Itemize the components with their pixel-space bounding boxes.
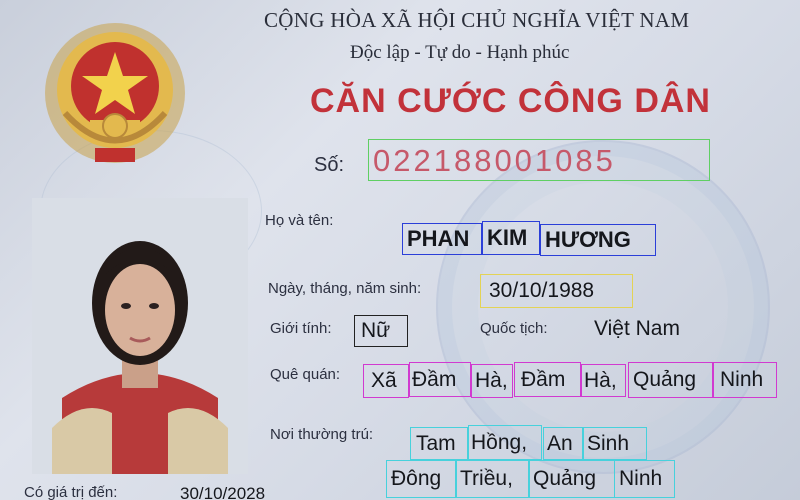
- portrait-photo: [32, 198, 248, 474]
- hometown-word: Ninh: [713, 362, 777, 398]
- residence-label: Nơi thường trú:: [270, 426, 374, 443]
- national-emblem-icon: [40, 18, 190, 168]
- residence-word: Quảng: [529, 460, 615, 498]
- nationality-label: Quốc tịch:: [480, 320, 548, 337]
- hometown-word: Đầm: [514, 362, 581, 397]
- residence-word: Ninh: [614, 460, 675, 498]
- name-word: KIM: [482, 221, 540, 255]
- hometown-word: Hà,: [471, 364, 513, 398]
- card-title: CĂN CƯỚC CÔNG DÂN: [310, 82, 711, 120]
- name-label: Họ và tên:: [265, 212, 334, 229]
- residence-word: Triều,: [456, 460, 529, 498]
- country-name: CỘNG HÒA XÃ HỘI CHỦ NGHĨA VIỆT NAM: [264, 8, 690, 32]
- hometown-label: Quê quán:: [270, 366, 341, 383]
- expiry-label: Có giá trị đến:: [24, 484, 118, 500]
- hometown-word: Hà,: [581, 364, 626, 397]
- sex-label: Giới tính:: [270, 320, 332, 337]
- motto: Độc lập - Tự do - Hạnh phúc: [350, 42, 570, 63]
- residence-word: Sinh: [583, 427, 647, 460]
- name-word: PHAN: [402, 223, 482, 255]
- date-of-birth: 30/10/1988: [480, 274, 633, 308]
- expiry-date: 30/10/2028: [180, 484, 266, 500]
- dob-label: Ngày, tháng, năm sinh:: [268, 280, 422, 297]
- id-number-label: Số:: [314, 154, 345, 176]
- hometown-word: Xã: [363, 364, 409, 398]
- residence-word: Đông: [386, 460, 456, 498]
- residence-word: Tam: [410, 427, 468, 460]
- hometown-word: Quảng: [628, 362, 713, 398]
- id-number: 022188001085: [368, 139, 710, 181]
- residence-word: An: [543, 427, 583, 460]
- nationality-value: Việt Nam: [594, 317, 680, 340]
- sex-value: Nữ: [354, 315, 408, 347]
- residence-word: Hồng,: [468, 425, 542, 460]
- name-word: HƯƠNG: [540, 224, 656, 256]
- hometown-word: Đầm: [409, 362, 471, 397]
